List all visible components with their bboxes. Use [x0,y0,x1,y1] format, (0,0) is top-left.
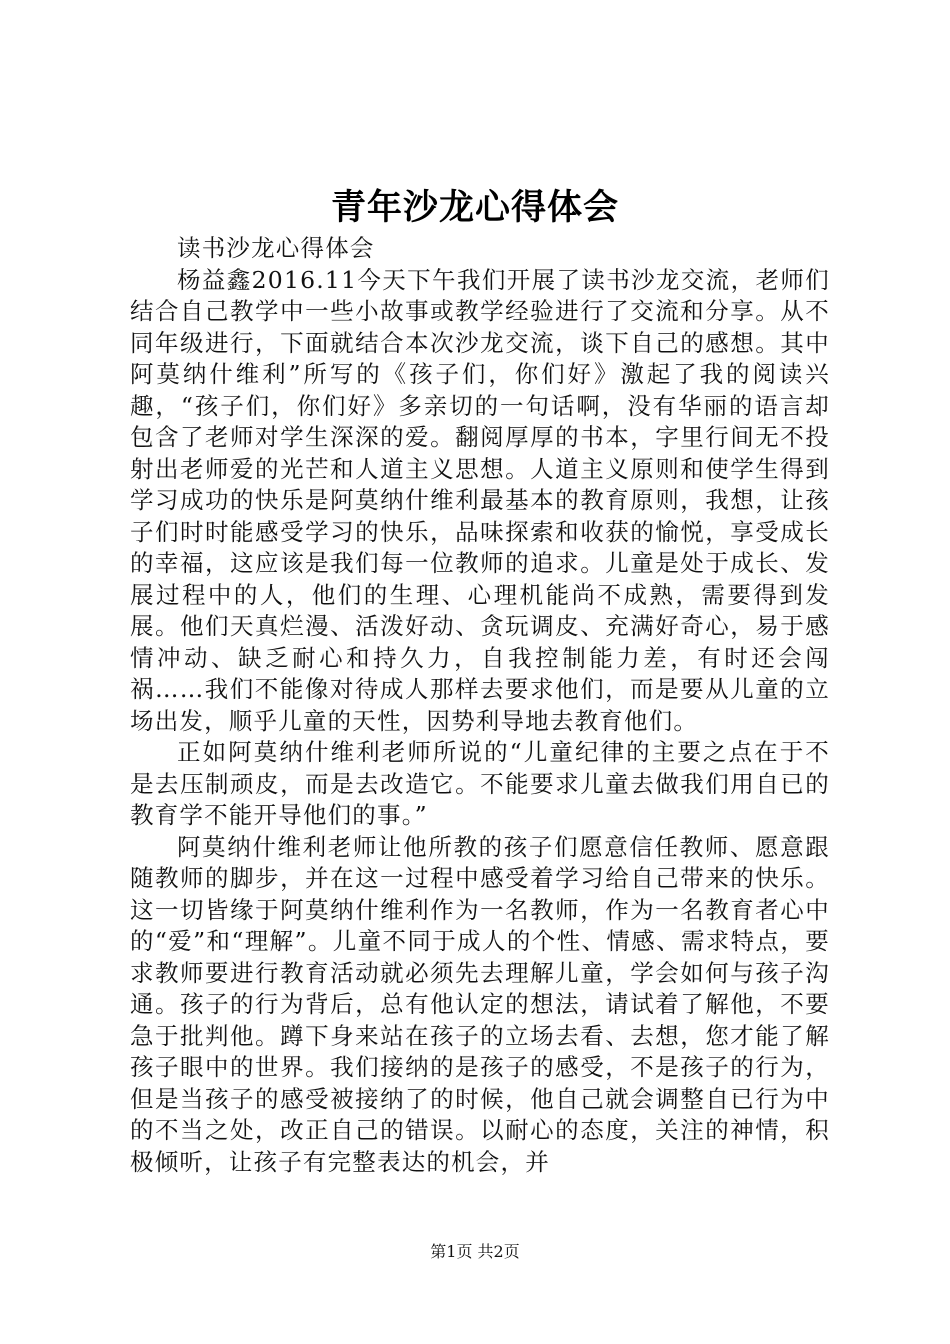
page-footer: 第1页 共2页 [430,1242,520,1261]
document-body [130,233,830,1178]
paragraph-subtitle: 读书沙龙心得体会 [177,234,375,262]
document-title: 青年沙龙心得体会 [330,187,619,228]
paragraph-3: 阿莫纳什维利老师让他所教的孩子们愿意信任教师、愿意跟随教师的脚步，并在这一过程中感受着学习给自己带来的快乐。这一切皆缘于阿莫纳什维利作为一名教师，作为一名教育者心中的“爱”和“理解”。儿童不同于成人的个性、情感、需求特点，要求教师要进行教育活动就必须先去理解儿童，学会如何与孩子沟通。孩子的行为背后，总有他认定的想法，请试着了解他，不要急于批判他。蹲下身来站在孩子的立场去看、去想，您才能了解孩子眼中的世界。我们接纳的是孩子的感受，不是孩子的行为，但是当孩子的感受被接纳了的时候，他自己就会调整自已行为中的不当之处，改正自己的错误。以耐心的态度，关注的神情，积极倾听，让孩子有完整表达的机会，并 [130,832,830,1176]
paragraph-1: 杨益鑫2016.11今天下午我们开展了读书沙龙交流，老师们结合自己教学中一些小故事或教学经验进行了交流和分享。从不同年级进行，下面就结合本次沙龙交流，谈下自己的感想。其中阿莫纳什维利”所写的《孩子们，你们好》激起了我的阅读兴趣，“孩子们，你们好》多亲切的一句话啊，没有华丽的语言却包含了老师对学生深深的爱。翻阅厚厚的书本，字里行间无不投射出老师爱的光芒和人道主义思想。人道主义原则和使学生得到学习成功的快乐是阿莫纳什维利最基本的教育原则，我想，让孩子们时时能感受学习的快乐，品味探索和收获的愉悦，享受成长的幸福，这应该是我们每一位教师的追求。儿童是处于成长、发展过程中的人，他们的生理、心理机能尚不成熟，需要得到发展。他们天真烂漫、活泼好动、贪玩调皮、充满好奇心，易于感情冲动、缺乏耐心和持久力，自我控制能力差，有时还会闯祸……我们不能像对待成人那样去要求他们，而是要从儿童的立场出发，顺乎儿童的天性，因势利导地去教育他们。 [130,265,830,735]
paragraph-2: 正如阿莫纳什维利老师所说的“儿童纪律的主要之点在于不是去压制顽皮，而是去改造它。不能要求儿童去做我们用自已的教育学不能开导他们的事。” [130,738,830,829]
